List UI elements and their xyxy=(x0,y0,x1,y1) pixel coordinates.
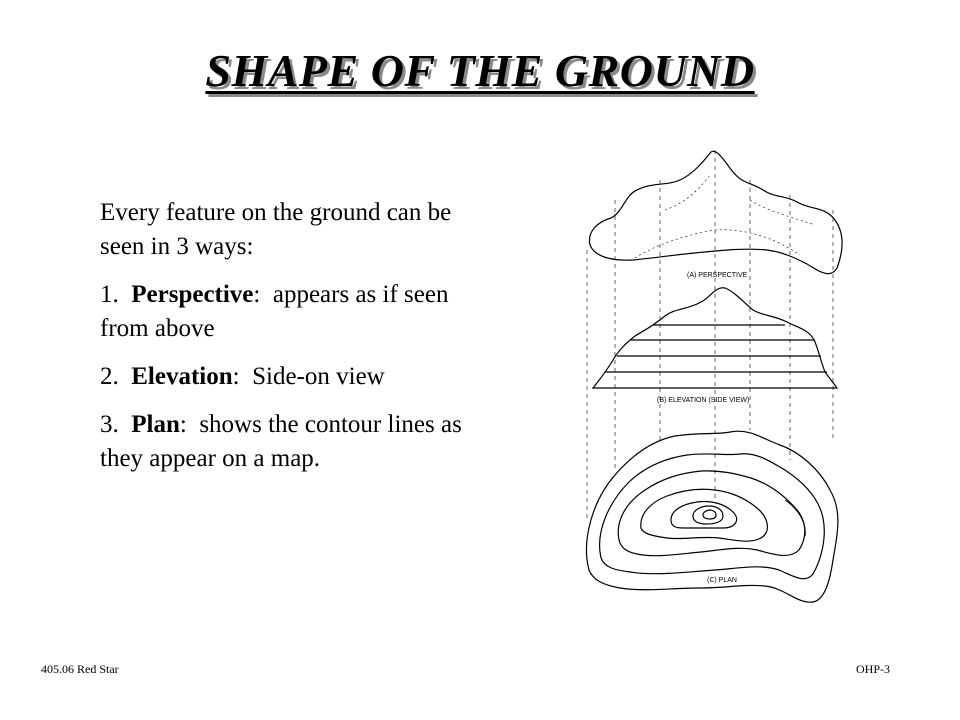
list-item-perspective xyxy=(100,278,480,346)
item-separator: : xyxy=(253,281,261,308)
item-description: appears as if seen from above xyxy=(100,281,449,342)
item-number: 2. xyxy=(100,363,119,390)
footer-slide-number: OHP-3 xyxy=(855,662,890,676)
list-item-elevation xyxy=(100,360,480,394)
item-separator: : xyxy=(232,363,240,390)
terrain-figure xyxy=(575,140,865,610)
item-description: Side-on view xyxy=(252,363,385,390)
footer-course-code: 405.06 Red Star xyxy=(41,662,119,676)
item-description: shows the contour lines as they appear on a map. xyxy=(100,411,462,472)
item-term: Elevation xyxy=(131,363,233,390)
list-item-plan xyxy=(100,408,480,476)
projection-lines xyxy=(587,150,833,520)
item-number: 3. xyxy=(100,411,119,438)
slide-title: SHAPE OF THE GROUND xyxy=(205,45,755,96)
slide-body xyxy=(100,196,480,490)
item-separator: : xyxy=(179,411,187,438)
item-number: 1. xyxy=(100,281,119,308)
terrain-diagram xyxy=(575,140,865,610)
elevation-label: (B) ELEVATION (SIDE VIEW) xyxy=(657,397,750,404)
perspective-drawing xyxy=(589,151,842,273)
item-term: Plan xyxy=(131,411,180,438)
plan-label: (C) PLAN xyxy=(707,577,737,584)
perspective-label: (A) PERSPECTIVE xyxy=(687,272,748,279)
intro-text: Every feature on the ground can be seen in 3 ways: xyxy=(100,199,452,260)
item-term: Perspective xyxy=(131,281,254,308)
